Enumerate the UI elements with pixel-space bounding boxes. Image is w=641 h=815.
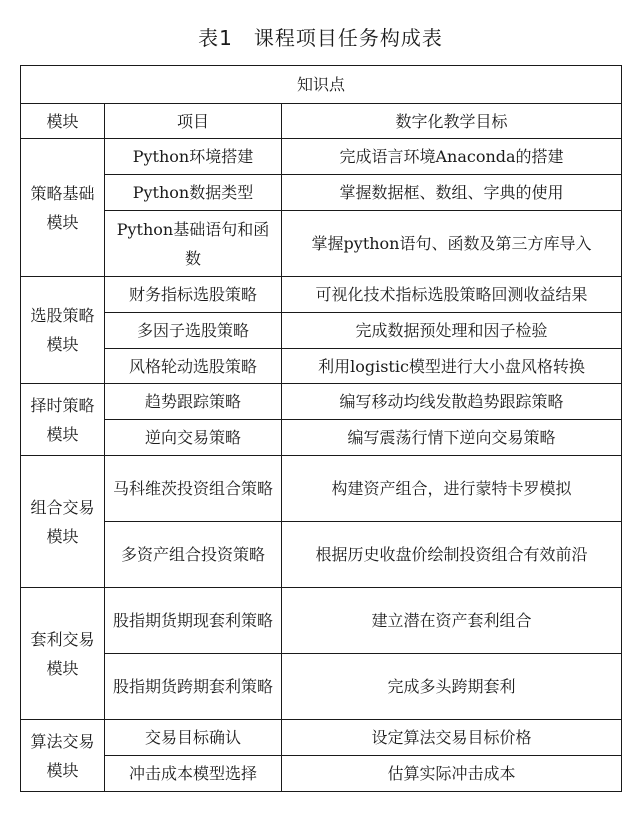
course-task-table [20,65,622,792]
table-row [21,384,622,420]
col-header-goal: 数字化教学目标 [282,104,622,139]
table-row [21,588,622,654]
goal-cell: 完成数据预处理和因子检验 [282,313,622,349]
goal-cell: 掌握python语句、函数及第三方库导入 [282,211,622,277]
goal-cell: 掌握数据框、数组、字典的使用 [282,175,622,211]
project-cell: Python环境搭建 [105,139,282,175]
project-cell: 股指期货跨期套利策略 [105,654,282,720]
table-row [21,654,622,720]
goal-cell: 根据历史收盘价绘制投资组合有效前沿 [282,522,622,588]
goal-cell: 构建资产组合，进行蒙特卡罗模拟 [282,456,622,522]
module-cell: 套利交易模块 [21,588,105,720]
project-cell: 逆向交易策略 [105,420,282,456]
table-row [21,456,622,522]
module-cell: 选股策略模块 [21,277,105,384]
col-header-project: 项目 [105,104,282,139]
goal-cell: 估算实际冲击成本 [282,756,622,792]
table-row [21,756,622,792]
project-cell: 交易目标确认 [105,720,282,756]
table-row [21,175,622,211]
goal-cell: 完成多头跨期套利 [282,654,622,720]
module-cell: 择时策略模块 [21,384,105,456]
table-row [21,139,622,175]
table-row [21,349,622,384]
goal-cell: 利用logistic模型进行大小盘风格转换 [282,349,622,384]
project-cell: 多资产组合投资策略 [105,522,282,588]
table-row [21,420,622,456]
goal-cell: 建立潜在资产套利组合 [282,588,622,654]
header-row-knowledge [21,66,622,104]
table-row [21,313,622,349]
table-row [21,720,622,756]
project-cell: 多因子选股策略 [105,313,282,349]
project-cell: 趋势跟踪策略 [105,384,282,420]
project-cell: 冲击成本模型选择 [105,756,282,792]
project-cell: Python数据类型 [105,175,282,211]
module-cell: 组合交易模块 [21,456,105,588]
project-cell: Python基础语句和函数 [105,211,282,277]
project-cell: 股指期货期现套利策略 [105,588,282,654]
project-cell: 马科维茨投资组合策略 [105,456,282,522]
project-cell: 风格轮动选股策略 [105,349,282,384]
table-row [21,522,622,588]
goal-cell: 设定算法交易目标价格 [282,720,622,756]
knowledge-header: 知识点 [21,66,622,104]
goal-cell: 完成语言环境Anaconda的搭建 [282,139,622,175]
module-cell: 算法交易模块 [21,720,105,792]
goal-cell: 可视化技术指标选股策略回测收益结果 [282,277,622,313]
table-row [21,277,622,313]
module-cell: 策略基础模块 [21,139,105,277]
col-header-module: 模块 [21,104,105,139]
header-row-columns [21,104,622,139]
goal-cell: 编写移动均线发散趋势跟踪策略 [282,384,622,420]
goal-cell: 编写震荡行情下逆向交易策略 [282,420,622,456]
table-caption: 表1 课程项目任务构成表 [198,26,443,50]
table-row [21,211,622,277]
project-cell: 财务指标选股策略 [105,277,282,313]
